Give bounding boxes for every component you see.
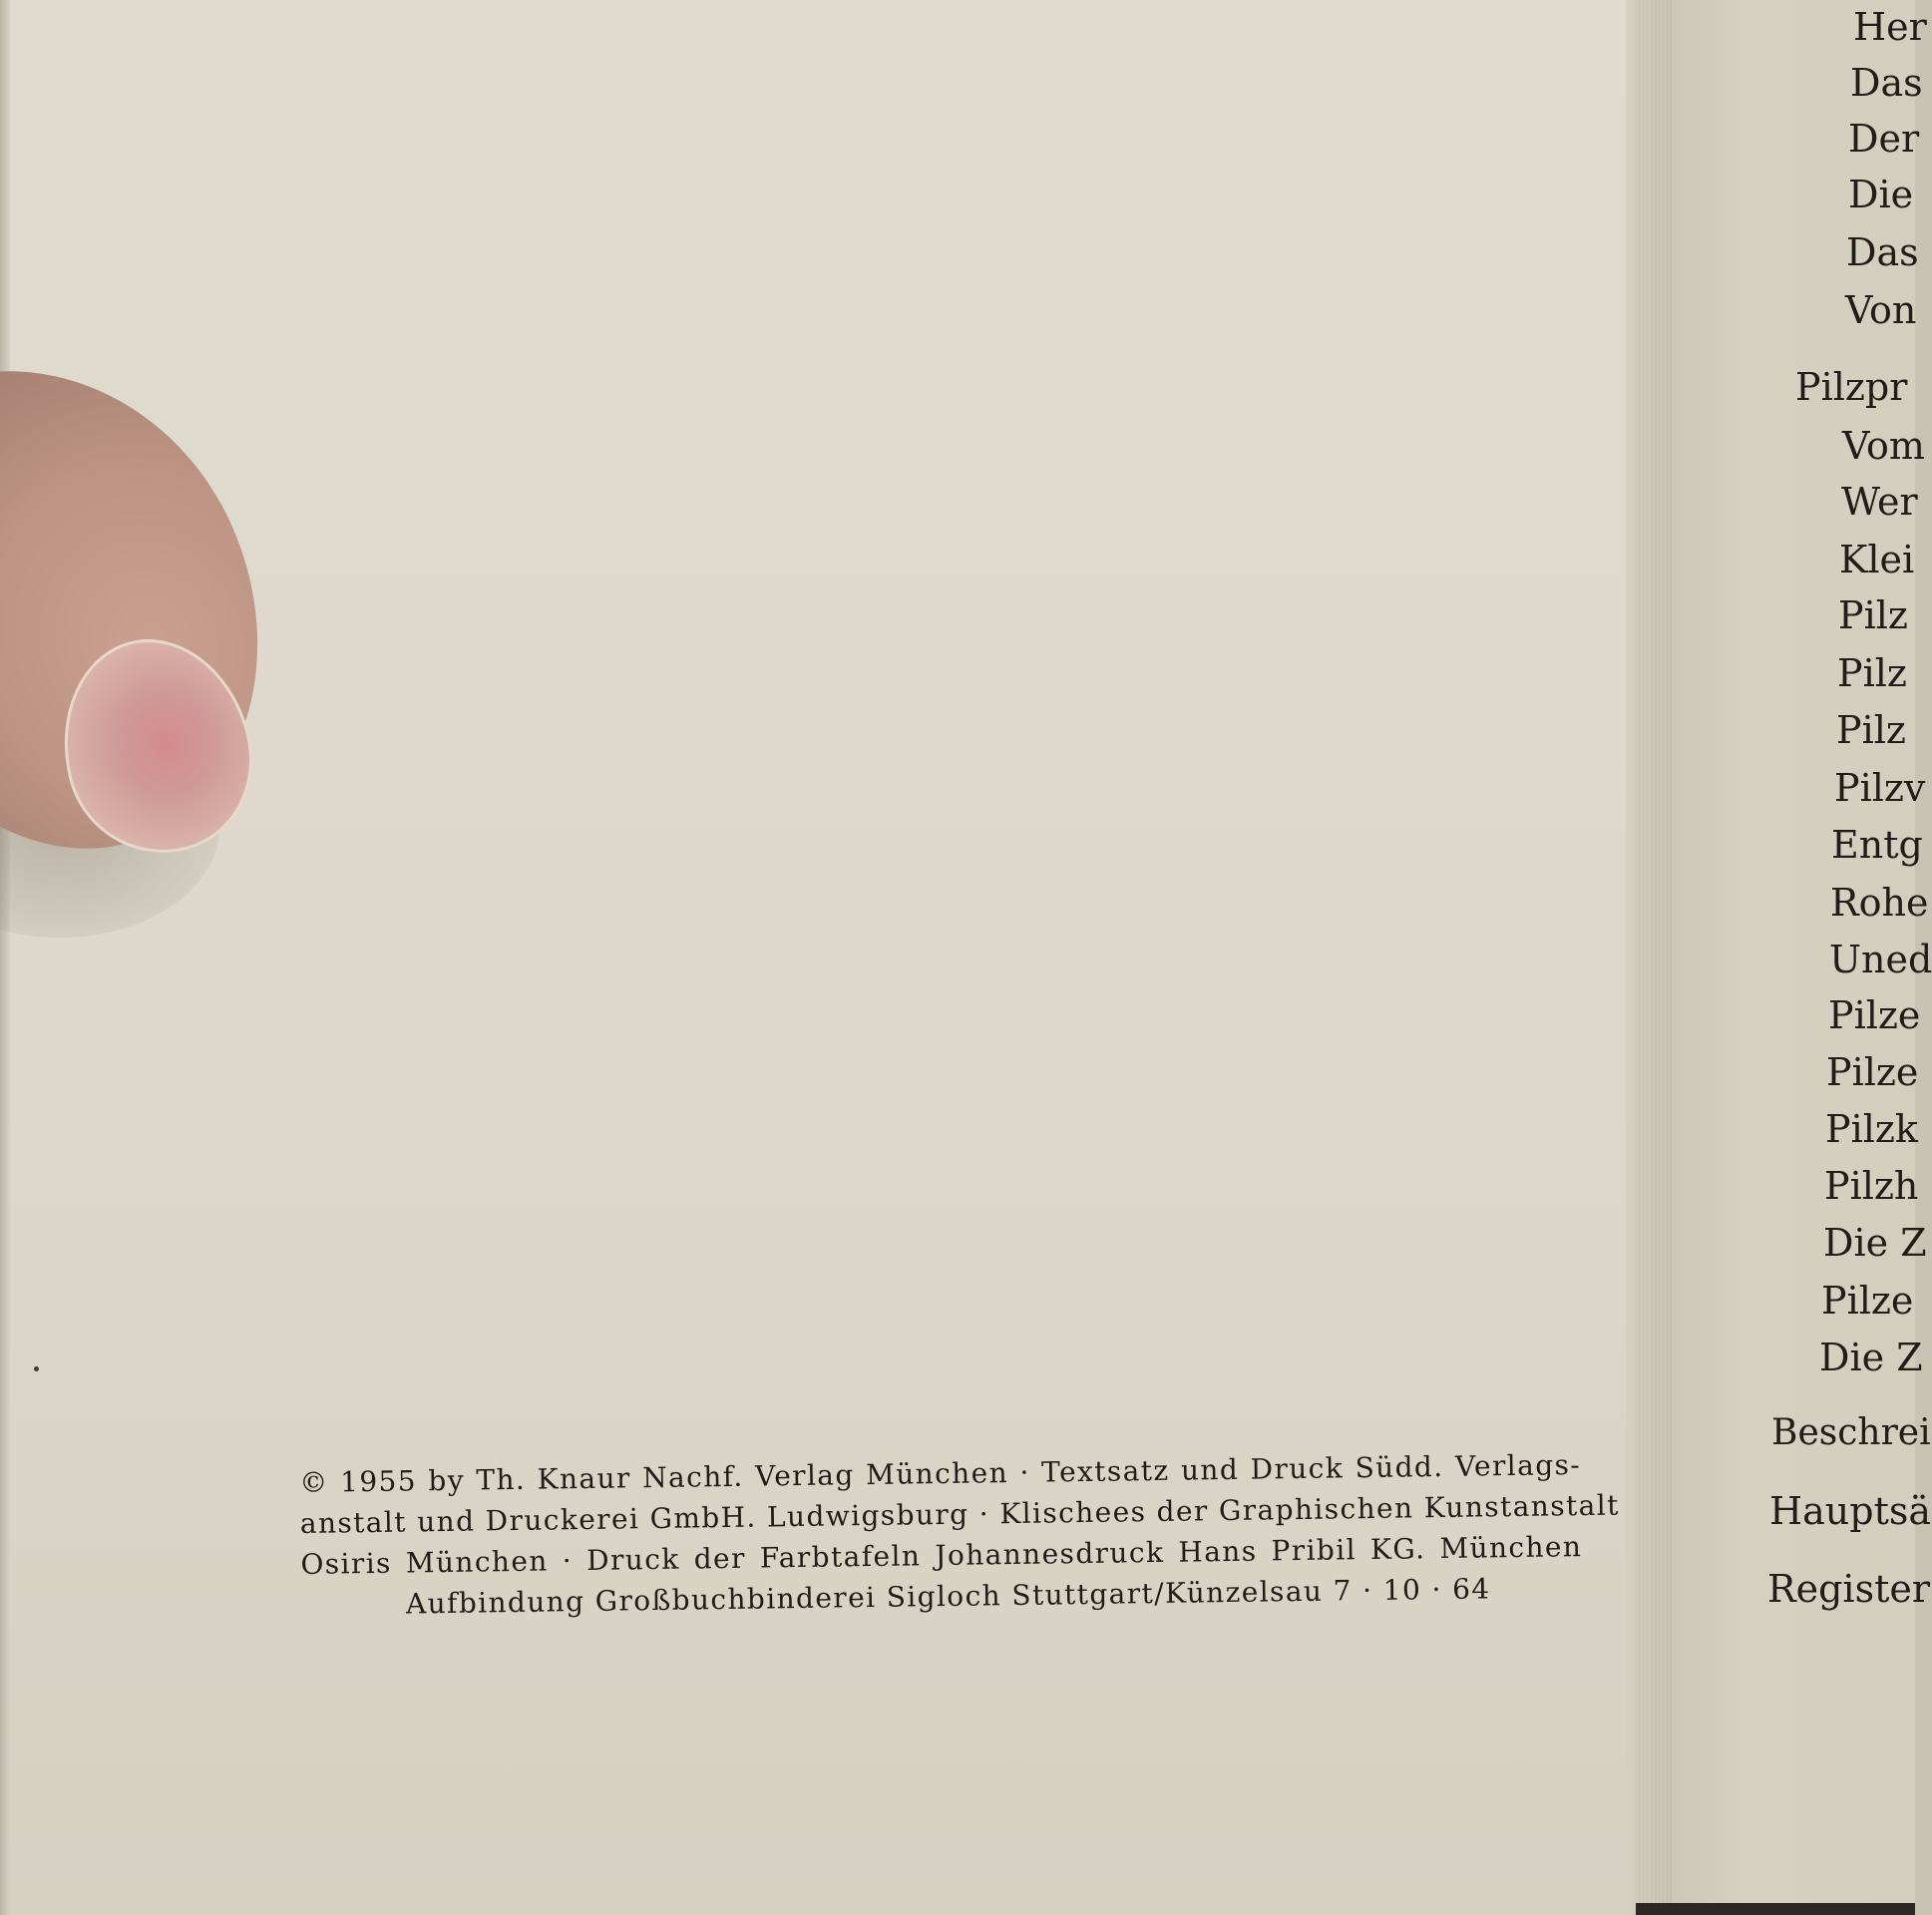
toc-entry: Rohe <box>1830 881 1929 925</box>
toc-entry: Wer <box>1841 480 1918 524</box>
toc-entry: Das <box>1846 230 1919 274</box>
toc-entry: Pilzk <box>1825 1107 1918 1151</box>
imprint-line: Osiris München · Druck der Farbtafeln Johannesdruck Hans Pribil KG. München <box>300 1530 1583 1581</box>
toc-entry: Entg <box>1831 823 1923 867</box>
toc-entry: Vom <box>1842 424 1925 468</box>
toc-entry: Von <box>1845 288 1917 332</box>
toc-entry: Die Z <box>1823 1221 1927 1265</box>
imprint-line: © 1955 by Th. Knaur Nachf. Verlag München · Textsatz und Druck Südd. Verlags- <box>299 1448 1582 1499</box>
toc-section: Beschrei <box>1771 1412 1931 1453</box>
toc-entry: Der <box>1848 117 1920 161</box>
toc-entry: Das <box>1850 61 1923 105</box>
toc-entry: Pilzh <box>1824 1164 1919 1208</box>
toc-entry: Uned <box>1829 938 1932 981</box>
toc-entry: Pilz <box>1836 708 1906 752</box>
toc-entry: Pilz <box>1838 593 1908 637</box>
toc-section: Pilzpr <box>1795 365 1908 409</box>
toc-entry: Klei <box>1839 538 1915 581</box>
imprint-line: Aufbindung Großbuchbinderei Sigloch Stuttgart/Künzelsau 7 · 10 · 64 <box>405 1572 1491 1621</box>
toc-entry: Pilze <box>1828 993 1921 1037</box>
toc-entry: Die <box>1848 173 1914 216</box>
imprint-line: anstalt und Druckerei GmbH. Ludwigsburg · Klischees der Graphischen Kunstanstalt <box>299 1488 1620 1540</box>
toc-entry: Pilzv <box>1834 766 1926 810</box>
toc-entry: Die Z <box>1819 1336 1923 1379</box>
toc-entry: Pilze <box>1821 1279 1914 1323</box>
toc-entry: Pilze <box>1826 1050 1919 1094</box>
toc-entry: Her <box>1853 5 1927 49</box>
toc-section: Hauptsä <box>1769 1489 1932 1533</box>
toc-section: Register <box>1767 1567 1931 1611</box>
toc-entry: Pilz <box>1837 651 1907 695</box>
